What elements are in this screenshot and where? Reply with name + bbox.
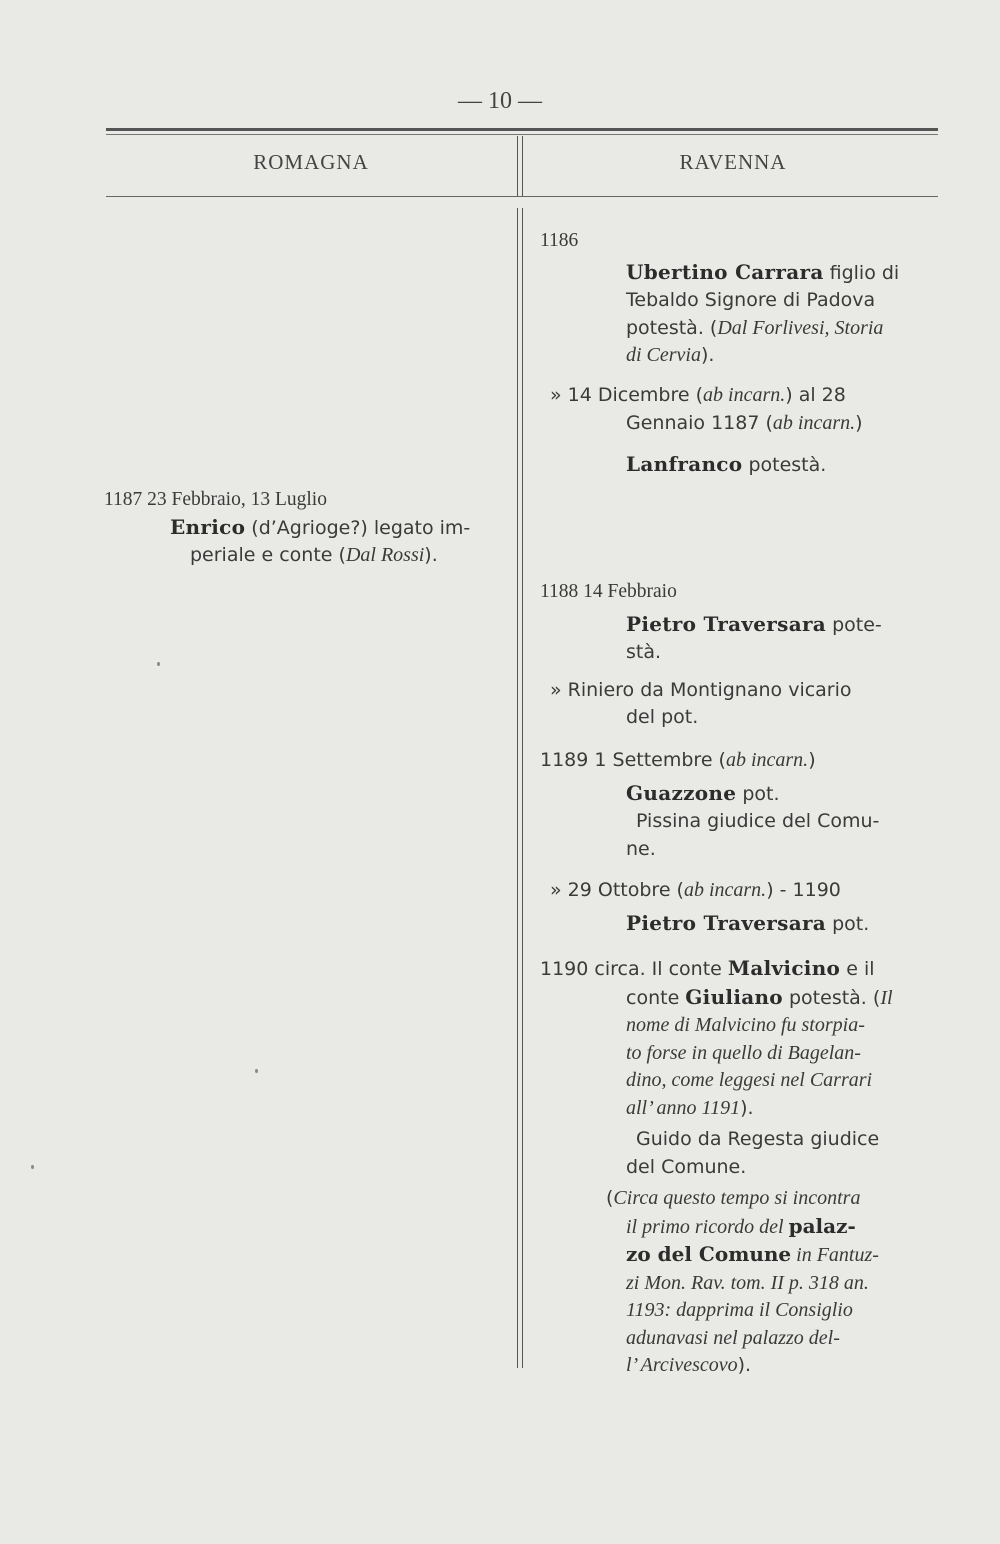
entry-date: » 14 Dicembre (ab incarn.) al 28: [550, 384, 846, 406]
note-line: l’ Arcivescovo).: [626, 1354, 752, 1376]
person-name-pietro-traversara: Pietro Traversara: [626, 611, 827, 636]
entry-text: Enrico (d’Agrioge?) legato im-: [170, 514, 471, 539]
header-bottom-rule: [106, 196, 938, 197]
entry-date: 1189 1 Settembre (ab incarn.): [540, 749, 816, 771]
entry-text-line: stà.: [626, 641, 662, 663]
entry-text: Pietro Traversara pot.: [626, 910, 870, 935]
note-line: 1193: dapprima il Consiglio: [626, 1299, 853, 1321]
entry-year: 1186: [540, 230, 579, 251]
column-divider-right: [522, 208, 523, 1368]
ravenna-entry-1190: [540, 955, 942, 1181]
romagna-entry-1187: [104, 486, 512, 570]
note-line: il primo ricordo del palaz-: [626, 1213, 856, 1238]
note-line: nome di Malvicino fu storpia-: [626, 1014, 865, 1036]
source-citation: Dal Forlivesi, Storia: [717, 316, 884, 339]
note-line: to forse in quello di Bagelan-: [626, 1041, 861, 1064]
entry-text-line: del Comune.: [626, 1155, 747, 1178]
note-line: zi Mon. Rav. tom. II p. 318 an.: [626, 1271, 869, 1294]
entry-text: Ubertino Carrara figlio di: [626, 259, 900, 284]
ravenna-entry-1188: [540, 578, 940, 732]
header-top-thick-rule: [106, 128, 938, 131]
page-number: — 10 —: [458, 88, 542, 114]
entry-text-line: ne.: [626, 837, 656, 860]
entry-text-line: di Cervia).: [626, 344, 715, 366]
person-name-enrico: Enrico: [170, 514, 246, 539]
paper-speck: [157, 662, 160, 666]
note-line: adunavasi nel palazzo del-: [626, 1326, 840, 1349]
ravenna-entry-1189: [540, 747, 940, 863]
source-citation: di Cervia: [626, 344, 701, 366]
entry-text-line: Guido da Regesta giudice: [636, 1128, 880, 1150]
header-top-thin-rule: [106, 134, 938, 135]
entry-text: Pietro Traversara pote-: [626, 611, 882, 636]
note-line: all’ anno 1191).: [626, 1096, 754, 1119]
source-citation: Dal Rossi: [345, 544, 425, 566]
ravenna-entry-1186: [540, 227, 940, 370]
column-header-ravenna: RAVENNA: [679, 150, 787, 174]
person-name-lanfranco: Lanfranco: [626, 452, 743, 476]
person-name-giuliano: Giuliano: [685, 984, 783, 1009]
palazzo-term-cont: zo del Comune: [626, 1242, 792, 1266]
ravenna-note-palazzo: [540, 1185, 942, 1380]
entry-text-line: conte Giuliano potestà. (Il: [626, 984, 893, 1009]
entry-text-line: » Riniero da Montignano vicario: [550, 678, 852, 701]
column-header-romagna: ROMAGNA: [253, 150, 369, 174]
entry-date-cont: Gennaio 1187 (ab incarn.): [626, 411, 863, 434]
person-name-pietro-traversara-2: Pietro Traversara: [626, 910, 827, 935]
paper-speck: [31, 1165, 34, 1169]
palazzo-term: palaz-: [788, 1213, 856, 1238]
paper-speck: [255, 1069, 258, 1073]
entry-text: Guazzone pot.: [626, 780, 780, 805]
entry-text-line: potestà. (Dal Forlivesi, Storia: [626, 316, 884, 339]
entry-date: 1188 14 Febbraio: [540, 581, 677, 602]
entry-text: Lanfranco potestà.: [626, 452, 827, 476]
person-name-malvicino: Malvicino: [727, 956, 841, 980]
note-line: dino, come leggesi nel Carrari: [626, 1069, 873, 1091]
entry-date: 1187 23 Febbraio, 13 Luglio: [104, 489, 327, 510]
entry-text-line: Pissina giudice del Comu-: [636, 810, 880, 832]
header-divider-left: [517, 136, 518, 196]
entry-text-line: del pot.: [626, 706, 699, 728]
header-divider-right: [522, 136, 523, 196]
entry-text-cont: periale e conte (Dal Rossi).: [190, 544, 438, 566]
ravenna-entry-ottobre: [540, 877, 940, 938]
ravenna-entry-dicembre: [540, 382, 940, 480]
note-line: (Circa questo tempo si incontra: [606, 1187, 861, 1209]
entry-text: 1190 circa. Il conte Malvicino e il: [540, 956, 875, 980]
note-line: zo del Comune in Fantuz-: [626, 1242, 879, 1266]
person-name-guazzone: Guazzone: [626, 780, 737, 805]
column-divider-left: [517, 208, 518, 1368]
entry-date: » 29 Ottobre (ab incarn.) - 1190: [550, 879, 841, 901]
person-name-ubertino: Ubertino Carrara: [626, 259, 824, 284]
entry-text-line: Tebaldo Signore di Padova: [626, 289, 876, 311]
